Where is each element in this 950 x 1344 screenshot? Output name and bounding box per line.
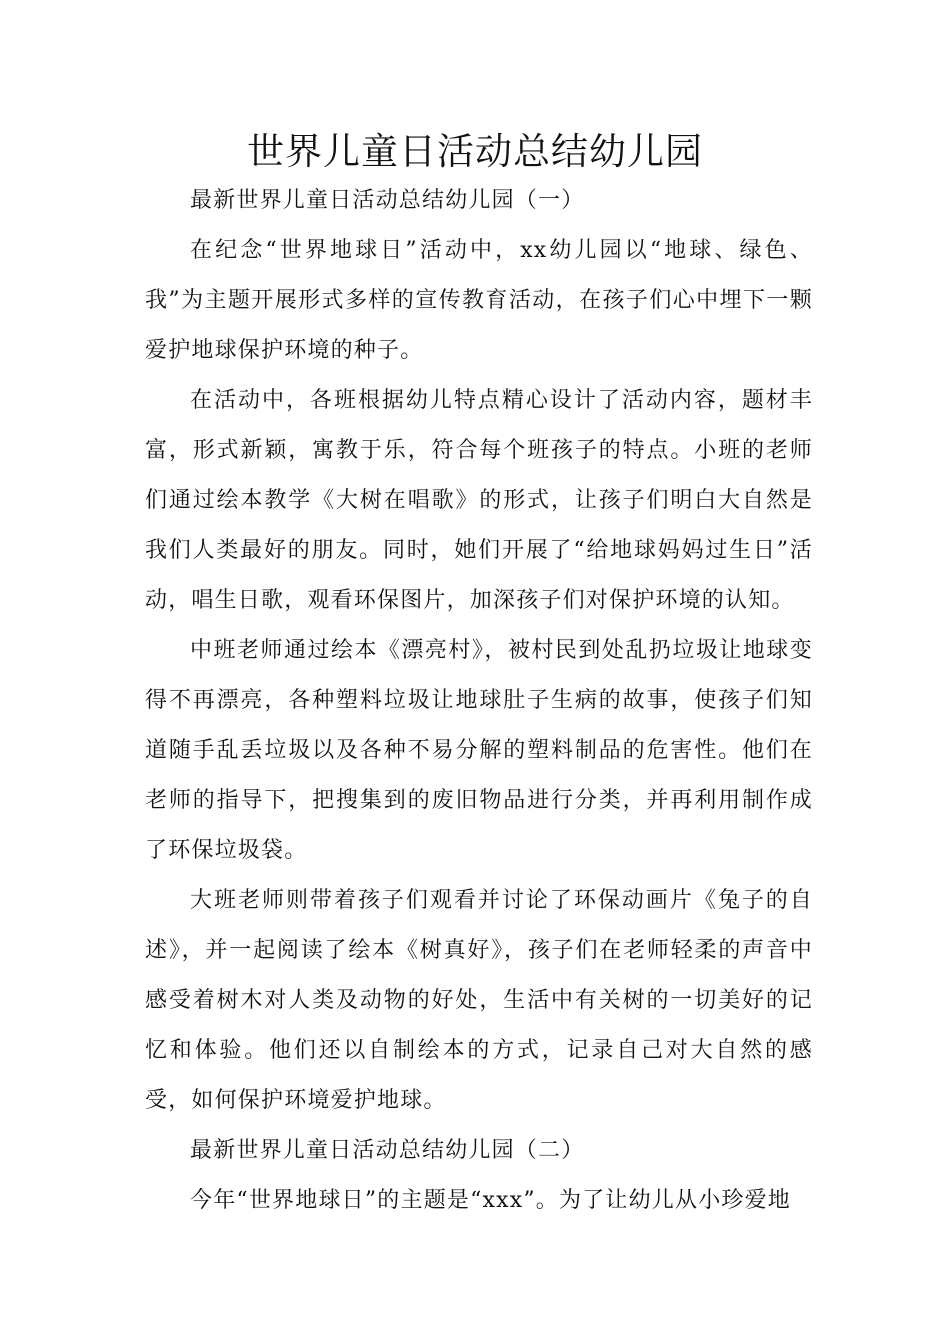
- section-heading-1: 最新世界儿童日活动总结幼儿园（一）: [190, 188, 585, 213]
- paragraph-small-class: 在活动中，各班根据幼儿特点精心设计了活动内容，题材丰富，形式新颖，寓教于乐，符合每个班孩子的特点。小班的老师们通过绘本教学《大树在唱歌》的形式，让孩子们明白大自然是我们人类最好的朋友。同时，她们开展了“给地球妈妈过生日”活动，唱生日歌，观看环保图片，加深孩子们对保护环境的认知。: [145, 388, 813, 613]
- paragraph-intro: 在纪念“世界地球日”活动中，xx幼儿园以“地球、绿色、我”为主题开展形式多样的宣传教育活动，在孩子们心中埋下一颗爱护地球保护环境的种子。: [145, 238, 813, 363]
- paragraph-middle-class: 中班老师通过绘本《漂亮村》，被村民到处乱扔垃圾让地球变得不再漂亮，各种塑料垃圾让地球肚子生病的故事，使孩子们知道随手乱丢垃圾以及各种不易分解的塑料制品的危害性。他们在老师的指导下，把搜集到的废旧物品进行分类，并再利用制作成了环保垃圾袋。: [145, 638, 813, 863]
- document-body: [145, 176, 813, 1226]
- section-heading-2: 最新世界儿童日活动总结幼儿园（二）: [190, 1138, 585, 1163]
- paragraph-big-class: 大班老师则带着孩子们观看并讨论了环保动画片《兔子的自述》，并一起阅读了绘本《树真好》，孩子们在老师轻柔的声音中感受着树木对人类及动物的好处，生活中有关树的一切美好的记忆和体验。他们还以自制绘本的方式，记录自己对大自然的感受，如何保护环境爱护地球。: [145, 888, 813, 1113]
- paragraph-section-2-start: 今年“世界地球日”的主题是“xxx”。为了让幼儿从小珍爱地: [190, 1188, 792, 1213]
- document-title: 世界儿童日活动总结幼儿园: [247, 130, 703, 173]
